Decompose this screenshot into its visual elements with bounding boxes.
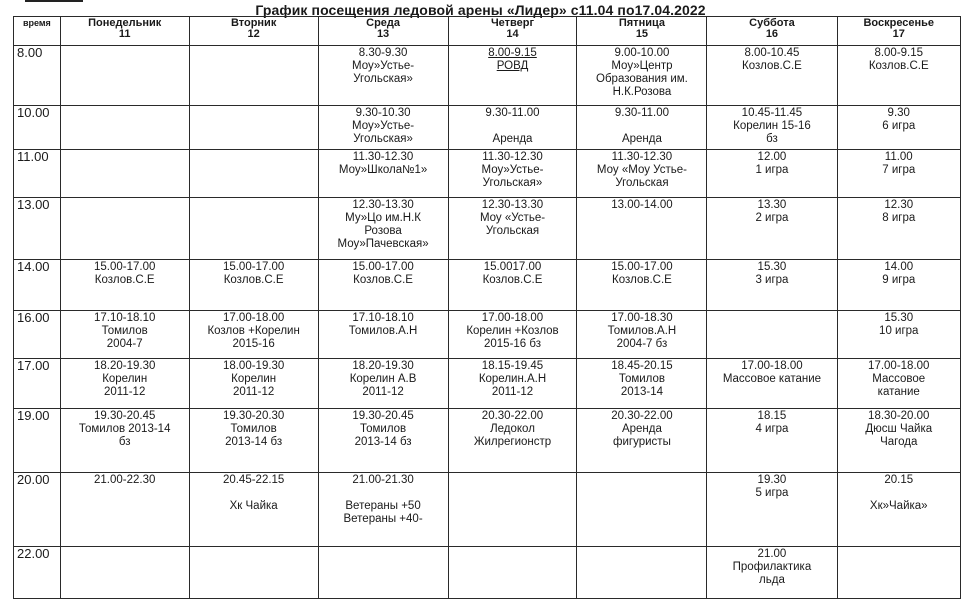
table-row — [14, 547, 961, 599]
header-date-label: 11 — [118, 28, 131, 40]
schedule-cell — [60, 359, 189, 409]
cell-line: 15.00-17.00 — [352, 261, 414, 273]
time-cell: 8.00 — [14, 46, 61, 106]
cell-line: Томилов — [101, 325, 148, 337]
cell-line: 20.45-22.15 — [222, 474, 285, 486]
time-cell: 17.00 — [14, 359, 61, 409]
cell-line: 9.30-11.00 — [614, 107, 669, 119]
header-date-label: 12 — [247, 28, 260, 40]
schedule-cell — [60, 473, 189, 547]
schedule-cell — [448, 260, 577, 311]
cell-line: 6 игра — [882, 120, 916, 132]
header-day-label: Четверг — [490, 17, 535, 29]
cell-line: 11.30-12.30 — [611, 151, 673, 163]
cell-line: 21.00-22.30 — [93, 474, 156, 486]
schedule-cell — [448, 409, 577, 473]
cell-line: Томилов.А.Н — [348, 325, 418, 337]
schedule-cell — [707, 260, 837, 311]
schedule-cell — [707, 106, 837, 150]
cell-line: 10.45-11.45 — [741, 107, 803, 119]
cell-line: Корелин.А.Н — [478, 373, 547, 385]
cell-line: льда — [759, 574, 785, 586]
cell-line — [321, 487, 446, 500]
cell-line: 19.30-20.30 — [222, 410, 285, 422]
schedule-cell — [189, 359, 318, 409]
cell-line: 12.30-13.30 — [352, 199, 414, 211]
cell-line: 18.00-19.30 — [222, 360, 285, 372]
schedule-cell — [448, 311, 577, 359]
schedule-cell — [189, 260, 318, 311]
table-row — [14, 359, 961, 409]
table-row — [14, 46, 961, 106]
header-date-label: 13 — [376, 28, 390, 40]
cell-line: 2004-7 — [106, 338, 143, 350]
schedule-cell — [837, 473, 961, 547]
header-day — [448, 17, 577, 46]
cell-line: Томилов — [618, 373, 666, 385]
cell-line: Козлов.С.Е — [482, 274, 543, 286]
schedule-cell — [707, 547, 837, 599]
table-body — [14, 46, 961, 599]
cell-line: 18.45-20.15 — [611, 360, 673, 372]
cell-line: Му»Цо им.Н.К — [345, 212, 421, 224]
schedule-cell — [837, 198, 961, 260]
cell-line: Чагода — [880, 436, 918, 448]
time-cell: 16.00 — [14, 311, 61, 359]
table-row — [14, 311, 961, 359]
cell-line: 20.15 — [884, 474, 914, 486]
cell-line: 2013-14 — [620, 386, 664, 398]
header-date-label: 15 — [635, 28, 649, 40]
cell-line: 2013-14 бз — [354, 436, 412, 448]
cell-line: Корелин А.В — [349, 373, 417, 385]
schedule-cell — [318, 473, 448, 547]
cell-line: Корелин — [231, 373, 277, 385]
cell-line: Томилов.А.Н — [607, 325, 677, 337]
cell-line: бз — [766, 133, 778, 145]
table-row — [14, 198, 961, 260]
cell-line: Моу»Устье- — [352, 120, 415, 132]
cell-line: 11.30-12.30 — [352, 151, 414, 163]
cell-line: 18.15-19.45 — [481, 360, 544, 372]
schedule-table — [13, 16, 961, 599]
schedule-cell — [60, 409, 189, 473]
cell-line: Угольская — [485, 225, 540, 237]
cell-line: Моу»Устье- — [481, 164, 544, 176]
schedule-cell — [577, 311, 707, 359]
schedule-cell — [448, 359, 577, 409]
cell-line: Томилов 2013-14 — [78, 423, 171, 435]
cell-line: 13.30 — [757, 199, 787, 211]
schedule-cell — [837, 547, 961, 599]
schedule-cell — [707, 150, 837, 198]
cell-line: Козлов +Корелин — [207, 325, 300, 337]
schedule-cell — [318, 409, 448, 473]
time-cell: 19.00 — [14, 409, 61, 473]
cell-line: Козлов.С.Е — [223, 274, 284, 286]
table-row — [14, 260, 961, 311]
cell-line: 12.00 — [757, 151, 787, 163]
cell-line: 15.0017.00 — [483, 261, 542, 273]
cell-line: 15.00-17.00 — [611, 261, 673, 273]
cell-line: Угольская» — [482, 177, 543, 189]
header-date-label: 14 — [506, 28, 519, 40]
cell-line: Ветераны +40- — [343, 513, 423, 525]
cell-line: Томилов — [230, 423, 277, 435]
cell-line: 9 игра — [882, 274, 916, 286]
cell-line: Массовое — [872, 373, 926, 385]
cell-line: 15.30 — [757, 261, 787, 273]
schedule-cell — [60, 150, 189, 198]
schedule-cell — [448, 547, 577, 599]
header-day — [60, 17, 189, 46]
cell-line: Угольская» — [353, 133, 413, 145]
cell-line: 9.30 — [887, 107, 910, 119]
cell-line: Массовое катание — [722, 373, 822, 385]
cell-line: Ветераны +50 — [345, 500, 421, 512]
cell-line: 19.30-20.45 — [93, 410, 156, 422]
cell-line: Корелин — [102, 373, 148, 385]
cell-line: Аренда — [621, 423, 662, 435]
cell-line: 17.10-18.10 — [93, 312, 156, 324]
cell-line: Моу»Пачевская» — [337, 238, 429, 250]
schedule-cell — [60, 260, 189, 311]
schedule-cell — [837, 106, 961, 150]
schedule-cell — [318, 106, 448, 150]
cell-line: 14.00 — [884, 261, 914, 273]
schedule-cell — [707, 198, 837, 260]
cell-line: Аренда — [621, 133, 662, 145]
cell-line: Моу»Устье- — [352, 60, 415, 72]
schedule-cell — [577, 106, 707, 150]
schedule-cell — [577, 150, 707, 198]
cell-line: Аренда — [492, 133, 533, 145]
header-date-label: 17 — [892, 28, 905, 40]
header-day-label: Воскресенье — [863, 17, 935, 29]
cell-line — [579, 120, 704, 133]
schedule-cell — [448, 106, 577, 150]
cell-line: 12.30 — [884, 199, 914, 211]
cell-line — [192, 487, 316, 500]
schedule-cell — [837, 409, 961, 473]
header-day-label: Пятница — [618, 17, 665, 29]
schedule-cell — [189, 547, 318, 599]
cell-line: Профилактика — [732, 561, 812, 573]
schedule-cell — [577, 473, 707, 547]
schedule-cell — [189, 311, 318, 359]
time-cell: 20.00 — [14, 473, 61, 547]
table-row — [14, 473, 961, 547]
cell-line: Козлов.С.Е — [94, 274, 155, 286]
cell-line: 2015-16 — [232, 338, 275, 350]
table-row — [14, 409, 961, 473]
header-day-label: Понедельник — [88, 17, 162, 29]
cell-line: 2013-14 бз — [225, 436, 283, 448]
cell-line: 17.00-18.00 — [741, 360, 803, 372]
schedule-cell — [60, 198, 189, 260]
schedule-cell — [577, 409, 707, 473]
time-cell: 10.00 — [14, 106, 61, 150]
cell-line: 18.15 — [757, 410, 787, 422]
header-day-label: Вторник — [230, 17, 277, 29]
cell-line: бз — [118, 436, 131, 448]
schedule-cell — [448, 198, 577, 260]
cell-line: Угольская — [615, 177, 669, 189]
schedule-cell — [448, 473, 577, 547]
cell-line — [840, 487, 959, 500]
cell-line: 20.30-22.00 — [611, 410, 673, 422]
header-day — [318, 17, 448, 46]
header-day-label: Среда — [366, 17, 401, 29]
cell-line: Дюсш Чайка — [865, 423, 933, 435]
cell-line: 12.30-13.30 — [481, 199, 544, 211]
cell-line: Хк»Чайка» — [869, 500, 928, 512]
header-day-label: Суббота — [749, 17, 795, 29]
cell-line: 8.30-9.30 — [358, 47, 408, 59]
schedule-cell — [60, 106, 189, 150]
schedule-cell — [189, 46, 318, 106]
schedule-cell — [189, 198, 318, 260]
schedule-cell — [189, 150, 318, 198]
cell-line: 1 игра — [755, 164, 789, 176]
schedule-cell — [577, 260, 707, 311]
schedule-cell — [577, 359, 707, 409]
schedule-cell — [577, 198, 707, 260]
schedule-cell — [837, 359, 961, 409]
cell-line: РОВД — [496, 60, 529, 72]
cell-line: 17.00-18.30 — [611, 312, 673, 324]
cell-line: 21.00 — [757, 548, 787, 560]
cell-line: Угольская» — [353, 73, 413, 85]
cell-line: 17.00-18.00 — [222, 312, 285, 324]
schedule-cell — [318, 46, 448, 106]
cell-line: Моу»Школа№1» — [338, 164, 428, 176]
cell-line: фигуристы — [613, 436, 671, 448]
cell-line: Н.К.Розова — [612, 86, 672, 98]
header-day — [837, 17, 961, 46]
cell-line: 13.00-14.00 — [611, 199, 673, 211]
cell-line: Хк Чайка — [229, 500, 278, 512]
cell-line: 19.30 — [757, 474, 787, 486]
schedule-cell — [707, 409, 837, 473]
cell-line: Ледокол — [490, 423, 535, 435]
schedule-cell — [707, 473, 837, 547]
cell-line: Козлов.С.Е — [353, 274, 413, 286]
cell-line: Козлов.С.Е — [612, 274, 672, 286]
cell-line: 19.30-20.45 — [352, 410, 414, 422]
header-time — [14, 17, 61, 46]
table-row — [14, 106, 961, 150]
cell-line: Образования им. — [596, 73, 688, 85]
schedule-cell — [837, 150, 961, 198]
cell-line: 10 игра — [879, 325, 919, 337]
cell-line: 17.00-18.00 — [481, 312, 544, 324]
schedule-cell — [60, 547, 189, 599]
schedule-cell — [577, 547, 707, 599]
cell-line: 20.30-22.00 — [481, 410, 544, 422]
time-cell: 14.00 — [14, 260, 61, 311]
schedule-cell — [318, 311, 448, 359]
cell-line — [451, 120, 575, 133]
cell-line: 15.30 — [884, 312, 914, 324]
time-cell: 13.00 — [14, 198, 61, 260]
header-day — [189, 17, 318, 46]
cell-line: Жилрегионстр — [473, 436, 552, 448]
cell-line: Корелин 15-16 — [733, 120, 811, 132]
schedule-cell — [577, 46, 707, 106]
schedule-cell — [837, 311, 961, 359]
cell-line: 2015-16 бз — [483, 338, 541, 350]
cell-line: 2 игра — [755, 212, 789, 224]
cell-line: 15.00-17.00 — [93, 261, 156, 273]
schedule-cell — [448, 46, 577, 106]
schedule-cell — [707, 311, 837, 359]
schedule-cell — [448, 150, 577, 198]
cell-line: 9.30-10.30 — [355, 107, 411, 119]
schedule-cell — [837, 260, 961, 311]
cell-line: 3 игра — [755, 274, 789, 286]
header-day — [577, 17, 707, 46]
header-day — [707, 17, 837, 46]
schedule-cell — [707, 46, 837, 106]
cell-line: Моу»Центр — [611, 60, 673, 72]
schedule-cell — [837, 46, 961, 106]
header-row — [14, 17, 961, 46]
cell-line: 8.00-9.15 — [874, 47, 924, 59]
cell-line: катание — [877, 386, 920, 398]
cell-line: 2011-12 — [362, 386, 404, 398]
cell-line: Моу «Моу Устье- — [596, 164, 687, 176]
cell-line: 8 игра — [882, 212, 916, 224]
schedule-cell — [60, 46, 189, 106]
cell-line: 2011-12 — [232, 386, 275, 398]
schedule-cell — [318, 547, 448, 599]
cell-line: Томилов — [359, 423, 407, 435]
header-day-label: время — [22, 18, 51, 28]
schedule-cell — [318, 359, 448, 409]
cell-line: 18.20-19.30 — [93, 360, 156, 372]
cell-line: 21.00-21.30 — [352, 474, 414, 486]
cell-line: 17.10-18.10 — [352, 312, 414, 324]
page-title: График посещения ледовой арены «Лидер» с11.04 по17.04.2022 — [255, 2, 706, 18]
cell-line: 11.00 — [884, 151, 913, 163]
header-date-label: 16 — [765, 28, 779, 40]
cell-line: 8.00-9.15 — [488, 47, 537, 59]
cell-line: Розова — [364, 225, 402, 237]
cell-line: Козлов.С.Е — [742, 60, 802, 72]
cell-line: 15.00-17.00 — [222, 261, 285, 273]
cell-line: Моу «Устье- — [479, 212, 546, 224]
schedule-cell — [318, 260, 448, 311]
cell-line: 2011-12 — [491, 386, 534, 398]
cell-line: 9.00-10.00 — [614, 47, 670, 59]
time-cell: 11.00 — [14, 150, 61, 198]
cell-line: 5 игра — [755, 487, 789, 499]
schedule-cell — [318, 150, 448, 198]
table-row — [14, 150, 961, 198]
cell-line: 9.30-11.00 — [485, 107, 540, 119]
schedule-cell — [189, 409, 318, 473]
schedule-cell — [318, 198, 448, 260]
schedule-cell — [189, 106, 318, 150]
cell-line: 18.30-20.00 — [868, 410, 930, 422]
cell-line: 2004-7 бз — [616, 338, 668, 350]
cell-line: 18.20-19.30 — [352, 360, 414, 372]
cell-line: 11.30-12.30 — [482, 151, 543, 163]
schedule-cell — [60, 311, 189, 359]
cell-line: 8.00-10.45 — [744, 47, 800, 59]
schedule-cell — [707, 359, 837, 409]
cell-line: 17.00-18.00 — [868, 360, 930, 372]
cell-line: 7 игра — [882, 164, 916, 176]
cell-line: Корелин +Козлов — [466, 325, 559, 337]
schedule-cell — [189, 473, 318, 547]
time-cell: 22.00 — [14, 547, 61, 599]
cell-line: 2011-12 — [104, 386, 146, 398]
cell-line: Козлов.С.Е — [868, 60, 929, 72]
cell-line: 4 игра — [755, 423, 789, 435]
